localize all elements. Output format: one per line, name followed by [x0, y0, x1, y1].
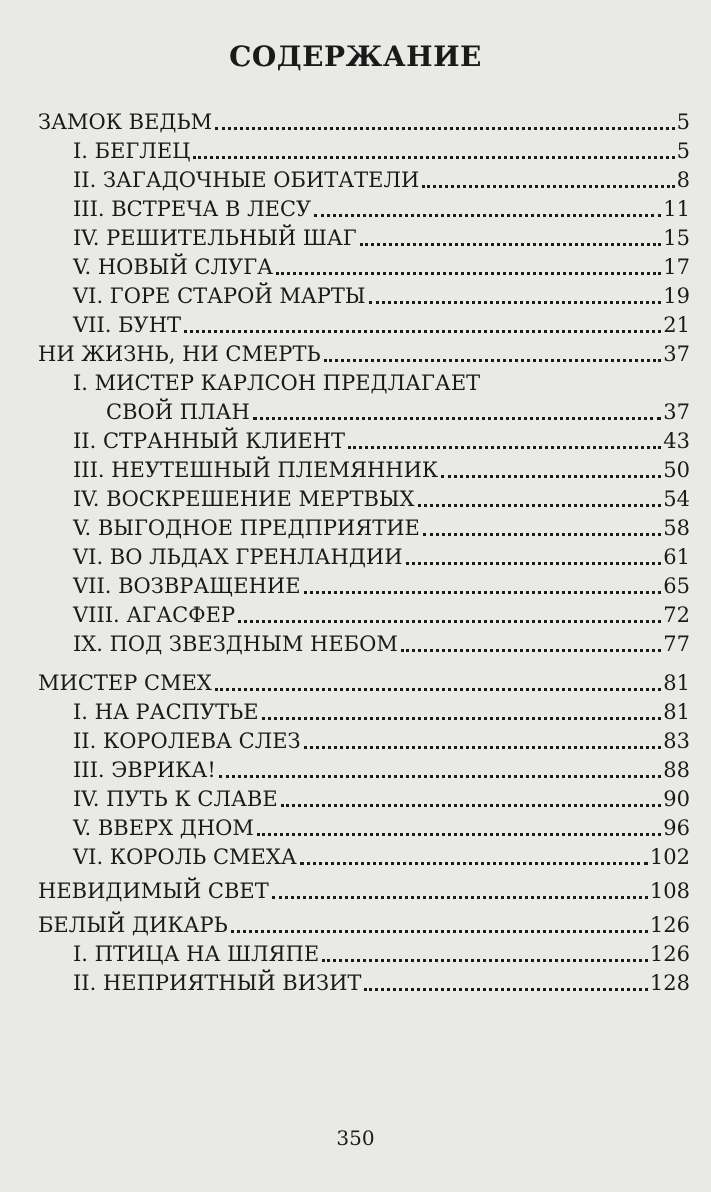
page-folio: 350: [336, 1126, 375, 1150]
toc-chapter: [38, 969, 690, 998]
toc-part: [38, 877, 690, 906]
page-number: 5: [676, 139, 690, 163]
dot-leader: [272, 896, 648, 899]
chapter-title: V. ВВЕРХ ДНОМ: [73, 816, 254, 840]
toc-chapter: [38, 940, 690, 969]
page-number: 65: [663, 574, 690, 598]
page-number: 54: [663, 487, 690, 511]
chapter-title: V. ВЫГОДНОЕ ПРЕДПРИЯТИЕ: [73, 516, 420, 540]
toc-chapter: [38, 369, 690, 427]
chapter-title: V. НОВЫЙ СЛУГА: [73, 255, 274, 279]
toc-chapter: [38, 427, 690, 456]
chapter-title: II. СТРАННЫЙ КЛИЕНТ: [73, 429, 346, 453]
toc-chapter: [38, 485, 690, 514]
page-number: 128: [649, 971, 690, 995]
dot-leader: [324, 359, 662, 362]
dot-leader: [215, 688, 661, 691]
toc-chapter: [38, 785, 690, 814]
page-number: 72: [663, 603, 690, 627]
page-number: 37: [663, 400, 690, 424]
chapter-title: VIII. АГАСФЕР: [73, 603, 236, 627]
toc-chapter: [38, 166, 690, 195]
chapter-title: III. ЭВРИКА!: [73, 758, 216, 782]
chapter-title: II. КОРОЛЕВА СЛЕЗ: [73, 729, 301, 753]
dot-leader: [276, 272, 661, 275]
dot-leader: [364, 988, 647, 991]
dot-leader: [360, 243, 662, 246]
page-title: СОДЕРЖАНИЕ: [229, 40, 482, 73]
toc-chapter: [38, 727, 690, 756]
chapter-title: I. НА РАСПУТЬЕ: [73, 700, 259, 724]
toc-part: [38, 108, 690, 137]
toc-chapter: [38, 456, 690, 485]
page-number: 90: [663, 787, 690, 811]
part-title: МИСТЕР СМЕХ: [38, 671, 212, 695]
chapter-title: III. НЕУТЕШНЫЙ ПЛЕМЯННИК: [73, 458, 439, 482]
table-of-contents: [38, 108, 690, 998]
chapter-title: IV. ВОСКРЕШЕНИЕ МЕРТВЫХ: [73, 487, 415, 511]
page-number: 96: [663, 816, 690, 840]
dot-leader: [314, 214, 661, 217]
chapter-title: VI. ВО ЛЬДАХ ГРЕНЛАНДИИ: [73, 545, 403, 569]
dot-leader: [322, 959, 648, 962]
part-title: БЕЛЫЙ ДИКАРЬ: [38, 913, 228, 937]
toc-part: [38, 911, 690, 940]
page-number: 50: [663, 458, 690, 482]
dot-leader: [257, 833, 661, 836]
chapter-title: III. ВСТРЕЧА В ЛЕСУ: [73, 197, 312, 221]
page-number: 102: [649, 845, 690, 869]
chapter-title: I. ПТИЦА НА ШЛЯПЕ: [73, 942, 320, 966]
dot-leader: [219, 775, 661, 778]
page-number: 61: [663, 545, 690, 569]
toc-chapter: [38, 601, 690, 630]
page-number: 37: [663, 342, 690, 366]
dot-leader: [193, 156, 674, 159]
toc-chapter: [38, 814, 690, 843]
chapter-title: II. ЗАГАДОЧНЫЕ ОБИТАТЕЛИ: [73, 168, 420, 192]
dot-leader: [422, 185, 674, 188]
page-number: 15: [663, 226, 690, 250]
toc-chapter: [38, 630, 690, 659]
dot-leader: [369, 301, 662, 304]
chapter-title: IV. РЕШИТЕЛЬНЫЙ ШАГ: [73, 226, 357, 250]
toc-chapter: [38, 195, 690, 224]
part-title: НИ ЖИЗНЬ, НИ СМЕРТЬ: [38, 342, 321, 366]
dot-leader: [215, 127, 675, 130]
page-number: 58: [663, 516, 690, 540]
page-number: 108: [649, 879, 690, 903]
dot-leader: [238, 620, 661, 623]
chapter-title: IV. ПУТЬ К СЛАВЕ: [73, 787, 278, 811]
toc-part: [38, 340, 690, 369]
dot-leader: [231, 930, 648, 933]
page-number: 19: [663, 284, 690, 308]
page-number: 81: [663, 671, 690, 695]
page-number: 81: [663, 700, 690, 724]
spacer: [38, 659, 690, 669]
page-number: 43: [663, 429, 690, 453]
dot-leader: [184, 330, 661, 333]
toc-chapter: [38, 756, 690, 785]
toc-chapter: [38, 514, 690, 543]
part-title: ЗАМОК ВЕДЬМ: [38, 110, 213, 134]
chapter-title: I. БЕГЛЕЦ: [73, 139, 191, 163]
page-number: 126: [649, 942, 690, 966]
dot-leader: [253, 417, 662, 420]
chapter-title: VII. ВОЗВРАЩЕНИЕ: [73, 574, 301, 598]
chapter-title-continued: СВОЙ ПЛАН: [106, 400, 250, 424]
dot-leader: [441, 475, 661, 478]
dot-leader: [418, 504, 662, 507]
toc-chapter: [38, 572, 690, 601]
toc-chapter: [38, 253, 690, 282]
chapter-title: VII. БУНТ: [73, 313, 182, 337]
toc-part: [38, 669, 690, 698]
toc-chapter: [38, 282, 690, 311]
toc-chapter: [38, 224, 690, 253]
toc-chapter: [38, 543, 690, 572]
page-number: 5: [676, 110, 690, 134]
dot-leader: [304, 746, 662, 749]
dot-leader: [262, 717, 662, 720]
dot-leader: [304, 591, 662, 594]
toc-chapter: [38, 137, 690, 166]
page-number: 83: [663, 729, 690, 753]
dot-leader: [401, 649, 661, 652]
page-number: 77: [663, 632, 690, 656]
dot-leader: [348, 446, 661, 449]
dot-leader: [300, 862, 648, 865]
part-title: НЕВИДИМЫЙ СВЕТ: [38, 879, 269, 903]
page-number: 11: [663, 197, 690, 221]
chapter-title: VI. КОРОЛЬ СМЕХА: [73, 845, 297, 869]
dot-leader: [406, 562, 662, 565]
page-number: 17: [663, 255, 690, 279]
chapter-title: I. МИСТЕР КАРЛСОН ПРЕДЛАГАЕТ: [73, 371, 481, 395]
chapter-title: VI. ГОРЕ СТАРОЙ МАРТЫ: [73, 284, 366, 308]
page-number: 21: [663, 313, 690, 337]
chapter-title: IX. ПОД ЗВЕЗДНЫМ НЕБОМ: [73, 632, 398, 656]
page-number: 88: [663, 758, 690, 782]
page-number: 8: [676, 168, 690, 192]
toc-chapter: [38, 843, 690, 872]
chapter-title: II. НЕПРИЯТНЫЙ ВИЗИТ: [73, 971, 362, 995]
page-number: 126: [649, 913, 690, 937]
dot-leader: [281, 804, 662, 807]
toc-chapter: [38, 698, 690, 727]
toc-chapter: [38, 311, 690, 340]
dot-leader: [423, 533, 661, 536]
